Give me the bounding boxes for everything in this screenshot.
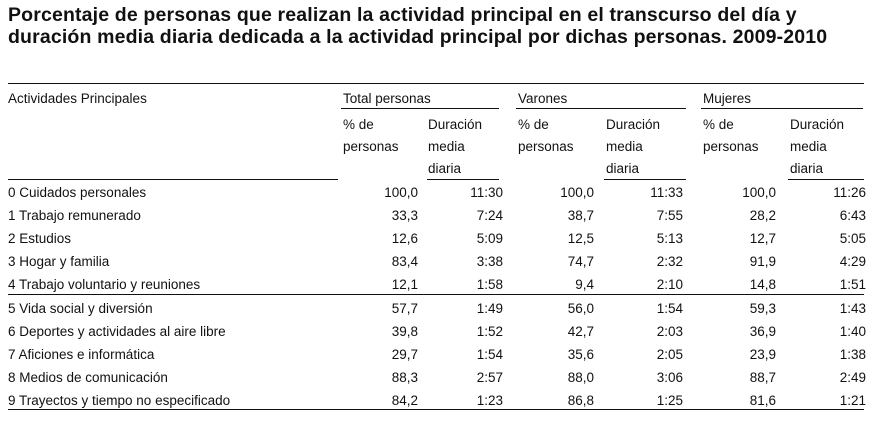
row-value: 11:33 <box>650 185 683 200</box>
row-value: 1:51 <box>839 277 866 292</box>
row-label: 5 Vida social y diversión <box>8 301 153 316</box>
row-value: 6:43 <box>839 208 866 223</box>
row-value: 2:49 <box>839 370 866 385</box>
row-value: 28,2 <box>749 208 776 223</box>
row-value: 38,7 <box>567 208 594 223</box>
row-value: 36,9 <box>749 324 776 339</box>
subheader-pct-0: % de personas <box>343 117 399 154</box>
row-value: 11:26 <box>833 185 866 200</box>
row-value: 84,2 <box>391 393 418 408</box>
row-value: 2:10 <box>656 277 683 292</box>
row-value: 1:58 <box>476 277 503 292</box>
header-bottom-rule <box>8 179 338 180</box>
row-value: 9,4 <box>575 277 594 292</box>
row-value: 7:55 <box>656 208 683 223</box>
row-label: 6 Deportes y actividades al aire libre <box>8 324 226 339</box>
row-label: 0 Cuidados personales <box>8 185 147 200</box>
row-value: 29,7 <box>391 347 418 362</box>
row-value: 12,7 <box>749 231 776 246</box>
row-value: 59,3 <box>749 301 776 316</box>
row-value: 4:29 <box>839 254 866 269</box>
row-value: 81,6 <box>749 393 776 408</box>
row-value: 33,3 <box>391 208 418 223</box>
row-value: 42,7 <box>567 324 594 339</box>
row-label: 1 Trabajo remunerado <box>8 208 141 223</box>
row-value: 88,7 <box>749 370 776 385</box>
row-value: 1:23 <box>476 393 503 408</box>
group-header-2: Mujeres <box>703 91 752 106</box>
row-label: 2 Estudios <box>8 231 72 246</box>
row-value: 39,8 <box>391 324 418 339</box>
group-header-1: Varones <box>518 91 568 106</box>
row-value: 88,3 <box>391 370 418 385</box>
subheader-dur-rule-1 <box>604 179 686 180</box>
row-value: 100,0 <box>384 185 418 200</box>
row-value: 2:05 <box>656 347 683 362</box>
row-value: 14,8 <box>749 277 776 292</box>
row-value: 7:24 <box>476 208 503 223</box>
row-value: 1:40 <box>839 324 866 339</box>
row-value: 86,8 <box>567 393 594 408</box>
row-value: 23,9 <box>749 347 776 362</box>
group-header-rule-0 <box>341 108 499 109</box>
row-separator <box>8 294 864 295</box>
row-value: 12,1 <box>391 277 418 292</box>
row-value: 2:57 <box>476 370 503 385</box>
row-value: 1:49 <box>476 301 503 316</box>
table-bottom-rule <box>8 409 864 410</box>
subheader-dur-1: Duración media diaria <box>606 117 661 176</box>
row-header-label: Actividades Principales <box>8 91 147 106</box>
row-value: 3:38 <box>476 254 503 269</box>
table-title: Porcentaje de personas que realizan la actividad principal en el transcurso del día y duración media diaria dedicada a la actividad principal por dichas personas. 2009-2010 <box>8 4 828 48</box>
row-label: 7 Aficiones e informática <box>8 347 155 362</box>
row-value: 1:54 <box>656 301 683 316</box>
row-label: 4 Trabajo voluntario y reuniones <box>8 277 201 292</box>
row-value: 1:38 <box>839 347 866 362</box>
row-label: 9 Trayectos y tiempo no especificado <box>8 393 231 408</box>
group-header-rule-2 <box>701 108 863 109</box>
row-value: 57,7 <box>391 301 418 316</box>
row-label: 3 Hogar y familia <box>8 254 110 269</box>
row-value: 12,5 <box>567 231 594 246</box>
row-value: 5:09 <box>476 231 503 246</box>
row-value: 56,0 <box>567 301 594 316</box>
row-label: 8 Medios de comunicación <box>8 370 168 385</box>
subheader-dur-rule-0 <box>427 179 499 180</box>
subheader-dur-rule-2 <box>788 179 864 180</box>
row-value: 2:03 <box>656 324 683 339</box>
subheader-pct-2: % de personas <box>703 117 759 154</box>
group-header-rule-1 <box>516 108 686 109</box>
row-value: 35,6 <box>567 347 594 362</box>
row-value: 1:52 <box>476 324 503 339</box>
row-value: 1:54 <box>476 347 503 362</box>
row-value: 100,0 <box>560 185 594 200</box>
subheader-pct-1: % de personas <box>518 117 574 154</box>
row-value: 74,7 <box>567 254 594 269</box>
subheader-dur-2: Duración media diaria <box>790 117 845 176</box>
row-value: 12,6 <box>391 231 418 246</box>
row-value: 88,0 <box>567 370 594 385</box>
title-underline <box>8 83 864 84</box>
subheader-dur-0: Duración media diaria <box>428 117 483 176</box>
row-value: 1:25 <box>656 393 683 408</box>
row-value: 1:21 <box>839 393 866 408</box>
group-header-0: Total personas <box>343 91 431 106</box>
row-value: 11:30 <box>470 185 503 200</box>
row-value: 3:06 <box>656 370 683 385</box>
row-value: 5:05 <box>839 231 866 246</box>
row-value: 1:43 <box>839 301 866 316</box>
row-value: 100,0 <box>742 185 776 200</box>
row-value: 91,9 <box>749 254 776 269</box>
row-value: 2:32 <box>656 254 683 269</box>
row-value: 5:13 <box>656 231 683 246</box>
row-value: 83,4 <box>391 254 418 269</box>
